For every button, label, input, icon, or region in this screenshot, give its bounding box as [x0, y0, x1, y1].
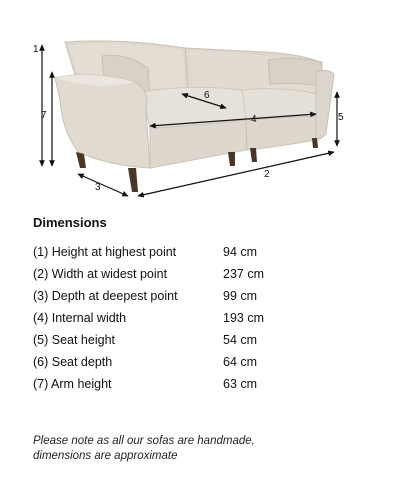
note-line-1: Please note as all our sofas are handmade, [33, 435, 255, 447]
dimensions-heading: Dimensions [33, 215, 107, 230]
handmade-note [33, 434, 363, 464]
marker-4: 4 [251, 114, 257, 125]
dimension-row-seat-height [33, 331, 373, 353]
dimension-row-arm-height [33, 375, 373, 397]
marker-3: 3 [95, 182, 101, 193]
dimension-value: 63 cm [223, 377, 258, 391]
dimension-label: (2) Width at widest point [33, 267, 168, 281]
dimension-value: 94 cm [223, 245, 258, 259]
dimension-row-depth [33, 287, 373, 309]
marker-2: 2 [264, 169, 270, 180]
note-line-2: dimensions are approximate [33, 450, 178, 462]
sofa-image [55, 41, 334, 192]
dimension-value: 193 cm [223, 311, 264, 325]
sofa-dimension-diagram [0, 0, 400, 210]
dimension-row-internal-width [33, 309, 373, 331]
dimension-label: (7) Arm height [33, 377, 112, 391]
marker-7: 7 [41, 110, 47, 121]
dimension-label: (1) Height at highest point [33, 245, 177, 259]
dimension-row-height [33, 243, 373, 265]
dimension-value: 64 cm [223, 355, 258, 369]
dimension-label: (3) Depth at deepest point [33, 289, 178, 303]
dimension-label: (5) Seat height [33, 333, 115, 347]
dimension-value: 99 cm [223, 289, 258, 303]
dimension-row-seat-depth [33, 353, 373, 375]
dimensions-list [33, 243, 373, 397]
dimension-value: 54 cm [223, 333, 258, 347]
marker-1: 1 [33, 44, 39, 55]
dimension-row-width [33, 265, 373, 287]
marker-5: 5 [338, 112, 344, 123]
dimension-label: (4) Internal width [33, 311, 127, 325]
marker-6: 6 [204, 90, 210, 101]
dimension-value: 237 cm [223, 267, 264, 281]
dimension-label: (6) Seat depth [33, 355, 113, 369]
